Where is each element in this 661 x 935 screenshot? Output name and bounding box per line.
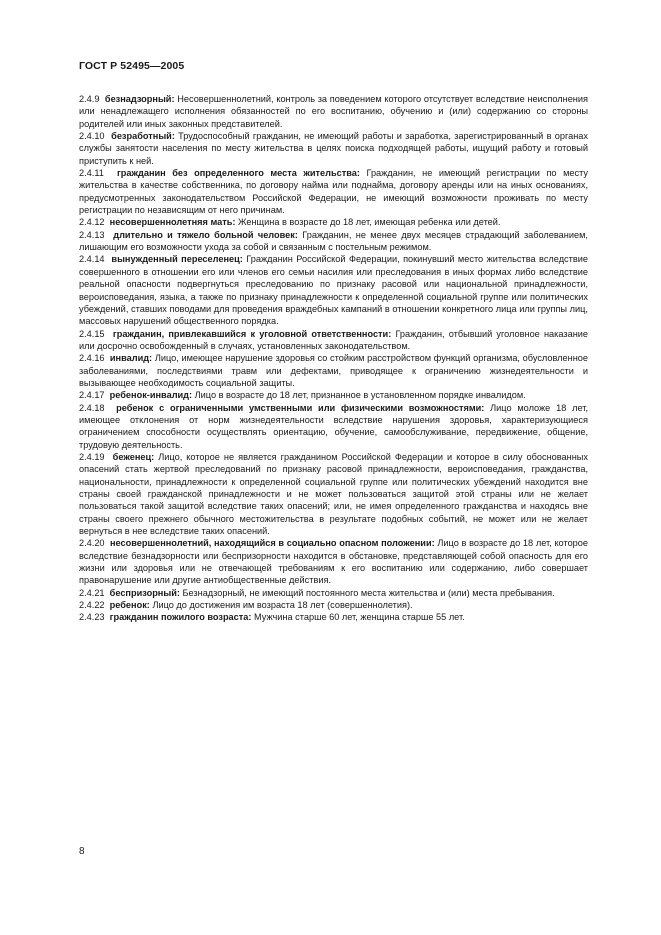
entry-number: 2.4.10 <box>79 131 105 142</box>
entry-text: Лицо, имеющее нарушение здоровья со стойким расстройством функций организма, обусловленное заболеваниями, последствиями травм или дефектами, приводящее к ограничению жизнедеятельности и вызывающее необходимость социальной защиты. <box>79 353 588 388</box>
entry-term: гражданин, привлекавшийся к уголовной ответственности: <box>112 328 392 339</box>
entry-term: ребенок: <box>109 600 150 611</box>
entry-number: 2.4.23 <box>79 612 105 623</box>
definition-entry <box>79 352 588 389</box>
entry-text: Лицо до достижения им возраста 18 лет (совершеннолетия). <box>152 600 413 611</box>
entry-text: Лицо, которое не является гражданином Российской Федерации и которое в силу обоснованных опасений стать жертвой преследований по признаку расовой принадлежности, вероисповедания, гражданства, национальности, принадлежности к определенной социальной группе или политических убеждений находится вне страны своей гражданской принадлежности и не может пользоваться защитой этой страны или не желает пользоваться такой защитой вследствие таких опасений; или, не имея определенного гражданства и находясь вне страны своего прежнего обычного местожительства в результате подобных событий, не может или не желает вернуться в нее вследствие таких опасений. <box>79 451 589 537</box>
entry-term: несовершеннолетняя мать: <box>109 217 236 228</box>
definition-entry <box>79 229 588 254</box>
entry-number: 2.4.19 <box>79 451 105 462</box>
definition-entry <box>79 451 588 537</box>
entry-term: несовершеннолетний, находящийся в социально опасном положении: <box>109 538 435 549</box>
entry-text: Гражданин Российской Федерации, покинувший место жительства вследствие совершенного в отношении его или членов его семьи насилия или преследования в иных формах либо вследствие реальной опасности подвергнуться преследованию по признаку расовой или национальной принадлежности, вероисповедания, языка, а также по признаку принадлежности к определенной социальной группе или политических убеждений, ставших поводами для проведения враждебных кампаний в отношении конкретного лица или группы лиц, массовых нарушений общественного порядка. <box>79 254 588 327</box>
entry-number: 2.4.16 <box>79 353 105 364</box>
entry-term: беженец: <box>112 451 155 462</box>
entry-term: безработный: <box>111 131 175 142</box>
entry-text: Трудоспособный гражданин, не имеющий работы и заработка, зарегистрированный в органах службы занятости населения по месту жительства в целях поиска подходящей работы, ищущий работу и готовый приступить к ней. <box>79 131 588 166</box>
definition-entry <box>79 389 588 401</box>
entry-term: инвалид: <box>109 353 153 364</box>
entry-text: Гражданин, не имеющий регистрации по месту жительства в качестве собственника, по договору найма или поднайма, договору аренды или на иных основаниях, предусмотренных законодательством Российской Федерации, не имеющий возможности проживать по месту регистрации по независящим от него причинам. <box>79 168 588 216</box>
document-header: ГОСТ Р 52495—2005 <box>79 60 185 72</box>
definition-entry <box>79 587 588 599</box>
definitions-list <box>79 93 588 624</box>
entry-number: 2.4.9 <box>79 94 100 104</box>
page-number: 8 <box>79 846 85 857</box>
definition-entry <box>79 93 588 130</box>
entry-number: 2.4.14 <box>79 254 105 265</box>
entry-text: Несовершеннолетний, контроль за поведением которого отсутствует вследствие неисполнения или ненадлежащего исполнения обязанностей по его воспитанию, обучению и (или) содержанию со стороны родителей или иных законных представителей. <box>79 94 588 129</box>
definition-entry <box>79 167 588 216</box>
entry-text: Лицо моложе 18 лет, имеющее отклонения от норм жизнедеятельности вследствие нарушения здоровья, характеризующиеся ограничением способности осуществлять ориентацию, обучение, самообслуживание, передвижение, общение, трудовую деятельность. <box>79 402 588 450</box>
entry-number: 2.4.17 <box>79 390 105 401</box>
definition-entry <box>79 253 588 327</box>
entry-term: ребенок с ограниченными умственными или физическими возможностями: <box>116 402 485 413</box>
definition-entry <box>79 130 588 167</box>
entry-text: Лицо в возрасте до 18 лет, признанное в установленном порядке инвалидом. <box>194 390 526 401</box>
definition-entry <box>79 537 588 586</box>
entry-number: 2.4.18 <box>79 402 105 413</box>
entry-number: 2.4.13 <box>79 229 105 240</box>
definition-entry <box>79 328 588 353</box>
entry-text: Лицо в возрасте до 18 лет, которое вследствие безнадзорности или беспризорности находится в обстановке, представляющей собой опасность для его жизни или здоровья или не отвечающей требованиям к его воспитанию или содержанию, либо совершает правонарушение или другие антиобщественные действия. <box>79 538 589 586</box>
definition-entry <box>79 599 588 611</box>
entry-number: 2.4.12 <box>79 217 105 228</box>
entry-term: длительно и тяжело больной человек: <box>113 229 298 240</box>
entry-number: 2.4.22 <box>79 600 105 611</box>
entry-text: Безнадзорный, не имеющий постоянного места жительства и (или) места пребывания. <box>182 587 555 598</box>
entry-number: 2.4.21 <box>79 587 105 598</box>
entry-number: 2.4.20 <box>79 538 105 549</box>
entry-number: 2.4.15 <box>79 328 105 339</box>
definition-entry <box>79 216 588 228</box>
entry-term: ребенок-инвалид: <box>109 390 193 401</box>
entry-text: Гражданин, не менее двух месяцев страдающий заболеванием, лишающим его возможности ухода за собой и связанным с постельным режимом. <box>79 229 588 253</box>
entry-term: вынужденный переселенец: <box>111 254 243 265</box>
definition-entry <box>79 611 588 623</box>
entry-term: безнадзорный: <box>104 94 175 104</box>
entry-text: Гражданин, отбывший уголовное наказание или досрочно освобожденный в случаях, установленных законодательством. <box>79 328 589 351</box>
entry-term: гражданин без определенного места жительства: <box>116 168 360 179</box>
entry-term: беспризорный: <box>109 587 180 598</box>
entry-term: гражданин пожилого возраста: <box>109 612 252 623</box>
definition-entry <box>79 402 588 451</box>
entry-text: Мужчина старше 60 лет, женщина старше 55 лет. <box>254 612 465 623</box>
entry-number: 2.4.11 <box>79 168 104 179</box>
entry-text: Женщина в возрасте до 18 лет, имеющая ребенка или детей. <box>238 217 501 228</box>
